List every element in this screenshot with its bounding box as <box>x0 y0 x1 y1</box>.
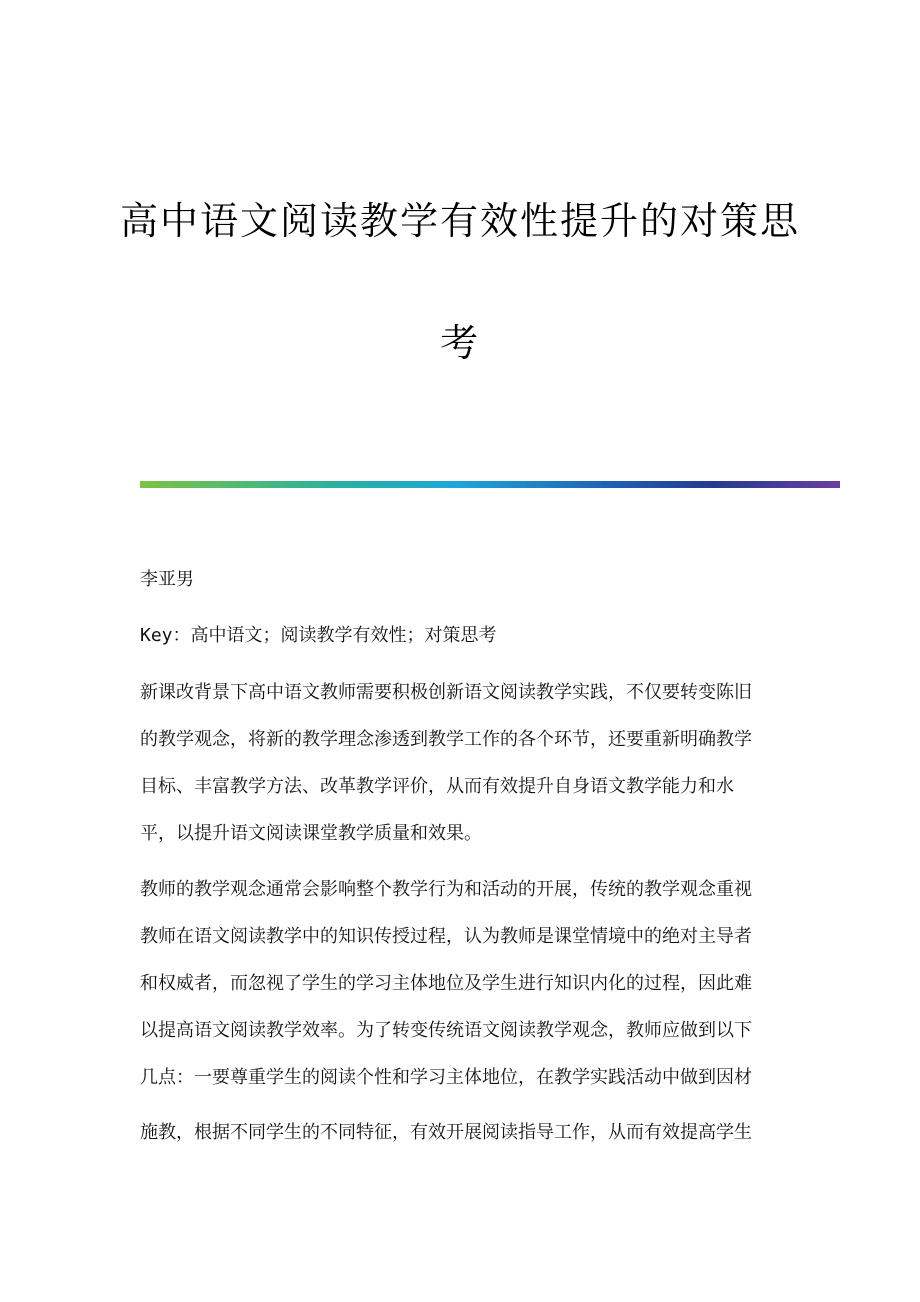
paragraph-2-line: 施教，根据不同学生的不同特征，有效开展阅读指导工作，从而有效提高学生 <box>140 1122 752 1143</box>
keywords-line: Key：高中语文；阅读教学有效性；对策思考 <box>140 625 497 646</box>
paragraph-1-line: 目标、丰富教学方法、改革教学评价，从而有效提升自身语文教学能力和水 <box>140 776 734 797</box>
paragraph-2-line: 教师在语文阅读教学中的知识传授过程，认为教师是课堂情境中的绝对主导者 <box>140 926 752 947</box>
document-title-line-1: 高中语文阅读教学有效性提升的对策思 <box>119 199 800 243</box>
paragraph-1-line: 平，以提升语文阅读课堂教学质量和效果。 <box>140 823 482 844</box>
gradient-divider <box>140 481 840 488</box>
paragraph-2-line: 和权威者，而忽视了学生的学习主体地位及学生进行知识内化的过程，因此难 <box>140 973 752 994</box>
paragraph-2-line: 几点：一要尊重学生的阅读个性和学习主体地位，在教学实践活动中做到因材 <box>140 1067 752 1088</box>
document-title-line-2: 考 <box>439 321 480 365</box>
paragraph-2-line: 以提高语文阅读教学效率。为了转变传统语文阅读教学观念，教师应做到以下 <box>140 1020 752 1041</box>
paragraph-1-line: 的教学观念，将新的教学理念渗透到教学工作的各个环节，还要重新明确教学 <box>140 729 752 750</box>
author-name: 李亚男 <box>140 569 194 590</box>
paragraph-2-line: 教师的教学观念通常会影响整个教学行为和活动的开展，传统的教学观念重视 <box>140 879 752 900</box>
paragraph-1-line: 新课改背景下高中语文教师需要积极创新语文阅读教学实践，不仅要转变陈旧 <box>140 682 752 703</box>
